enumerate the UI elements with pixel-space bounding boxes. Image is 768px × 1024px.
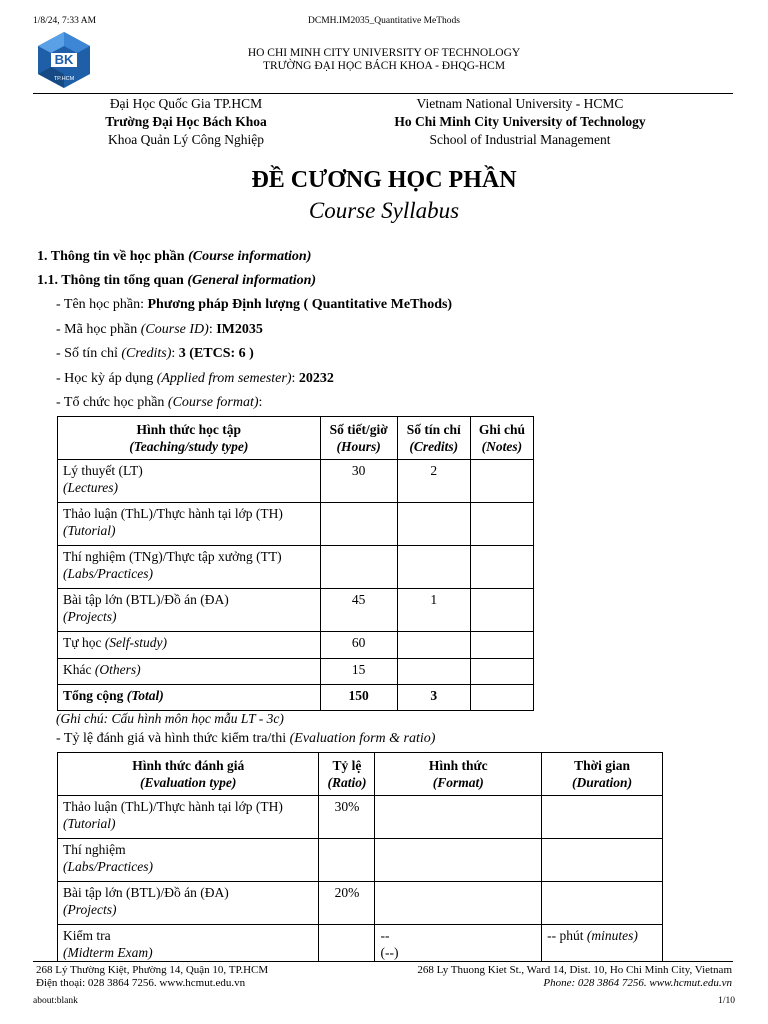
org-left-line1: Đại Học Quốc Gia TP.HCM [109, 96, 263, 111]
duration-cell [542, 796, 663, 839]
table-note: (Ghi chú: Cấu hình môn học mẫu LT - 3c) [56, 711, 284, 726]
footer-address-en: 268 Ly Thuong Kiet St., Ward 14, Dist. 10, Ho Chi Minh City, Vietnam [417, 964, 732, 976]
field-label-en: (Credits) [121, 346, 172, 361]
field-label: - Số tín chỉ [56, 346, 122, 361]
field-course-name [56, 296, 452, 314]
eval-intro-label: - Tỷ lệ đánh giá và hình thức kiểm tra/thi [56, 731, 290, 746]
table-row [58, 839, 663, 882]
column-header: Hình thức đánh giá (Evaluation type) [58, 753, 319, 796]
hours-cell: 45 [320, 589, 397, 632]
hours-cell: 15 [320, 659, 397, 685]
logo-subtext: TP.HCM [53, 76, 75, 82]
row-label: Thí nghiệm (Labs/Practices) [58, 839, 319, 882]
credits-cell: 1 [397, 589, 470, 632]
notes-cell [470, 546, 533, 589]
section-1-en: (Course information) [188, 249, 312, 264]
notes-cell [470, 503, 533, 546]
table-row [58, 503, 534, 546]
ratio-cell [319, 839, 375, 882]
format-cell [375, 796, 542, 839]
section-1-1-heading [37, 272, 316, 290]
table-row [58, 632, 534, 659]
table-row [58, 546, 534, 589]
credits-cell [397, 546, 470, 589]
org-right-line2: Ho Chi Minh City University of Technology [394, 114, 646, 129]
table-total-row [58, 685, 534, 711]
row-label: Bài tập lớn (BTL)/Đồ án (ĐA) (Projects) [58, 589, 321, 632]
section-1-heading [37, 248, 311, 266]
org-right-line3: School of Industrial Management [429, 132, 611, 147]
format-cell [375, 882, 542, 925]
field-value: Phương pháp Định lượng ( Quantitative MeThods) [147, 297, 453, 312]
row-label: Thảo luận (ThL)/Thực hành tại lớp (TH) (Tutorial) [58, 503, 321, 546]
column-header: Hình thức (Format) [375, 753, 542, 796]
hours-cell: 60 [320, 632, 397, 659]
footer-phone-en: Phone: 028 3864 7256. www.hcmut.edu.vn [543, 977, 732, 989]
university-name-vi: TRƯỜNG ĐẠI HỌC BÁCH KHOA - ĐHQG-HCM [262, 60, 506, 72]
field-label-en: (Course ID) [140, 322, 209, 337]
column-header: Thời gian (Duration) [542, 753, 663, 796]
row-label: Tổng cộng (Total) [58, 685, 321, 711]
section-1-1-en: (General information) [187, 273, 317, 288]
row-label: Bài tập lớn (BTL)/Đồ án (ĐA) (Projects) [58, 882, 319, 925]
header-divider [33, 93, 733, 94]
print-doc-title: DCMH.IM2035_Quantitative MeThods [308, 16, 460, 26]
format-cell: -- (--) [375, 925, 542, 965]
credits-cell: 2 [397, 460, 470, 503]
field-semester [56, 370, 334, 388]
notes-cell [470, 632, 533, 659]
eval-intro-en: (Evaluation form & ratio) [289, 731, 436, 746]
footer-phone-vi: Điện thoại: 028 3864 7256. www.hcmut.edu.vn [36, 977, 246, 989]
notes-cell [470, 659, 533, 685]
footer-address-vi: 268 Lý Thường Kiệt, Phường 14, Quận 10, TP.HCM [36, 964, 269, 976]
field-label: - Tổ chức học phần [56, 395, 168, 410]
column-header: Hình thức học tập (Teaching/study type) [58, 417, 321, 460]
notes-cell [470, 589, 533, 632]
hours-cell [320, 546, 397, 589]
ratio-cell [319, 925, 375, 965]
column-header: Số tín chỉ (Credits) [397, 417, 470, 460]
notes-cell [470, 685, 533, 711]
table-row [58, 925, 663, 965]
ratio-cell: 20% [319, 882, 375, 925]
column-header: Tỷ lệ (Ratio) [319, 753, 375, 796]
duration-cell: -- phút (minutes) [542, 925, 663, 965]
field-label: - Tên học phần: [56, 297, 148, 312]
print-page-number: 1/10 [718, 996, 735, 1006]
page-subtitle: Course Syllabus [308, 198, 460, 223]
footer-divider [33, 961, 733, 962]
table-row [58, 460, 534, 503]
field-label-en: (Applied from semester) [156, 371, 292, 386]
org-right-line1: Vietnam National University - HCMC [416, 96, 624, 111]
credits-cell [397, 659, 470, 685]
eval-intro [56, 730, 435, 748]
credits-cell: 3 [397, 685, 470, 711]
field-label-en: (Course format) [167, 395, 259, 410]
field-sep: : [291, 371, 299, 386]
org-left-line3: Khoa Quản Lý Công Nghiệp [108, 132, 264, 147]
duration-cell [542, 882, 663, 925]
print-url: about:blank [33, 996, 78, 1006]
column-header: Ghi chú (Notes) [470, 417, 533, 460]
section-1-1-label: 1.1. Thông tin tổng quan [37, 273, 188, 288]
field-credits [56, 345, 254, 363]
logo-text: BK [54, 52, 74, 67]
table-header-row [58, 417, 534, 460]
field-course-format [56, 394, 262, 412]
table-header-row [58, 753, 663, 796]
university-name-en: HO CHI MINH CITY UNIVERSITY OF TECHNOLOGY [247, 47, 521, 59]
row-label: Khác (Others) [58, 659, 321, 685]
hours-cell: 30 [320, 460, 397, 503]
table-row [58, 796, 663, 839]
field-label: - Mã học phần [56, 322, 141, 337]
section-1-label: 1. Thông tin về học phần [37, 249, 189, 264]
credits-cell [397, 632, 470, 659]
course-format-table [57, 416, 534, 711]
page-title: ĐỀ CƯƠNG HỌC PHẦN [251, 167, 517, 193]
evaluation-table [57, 752, 663, 965]
org-left [36, 95, 336, 149]
row-label: Lý thuyết (LT) (Lectures) [58, 460, 321, 503]
format-cell [375, 839, 542, 882]
hours-cell: 150 [320, 685, 397, 711]
table-row [58, 882, 663, 925]
row-label: Kiểm tra (Midterm Exam) [58, 925, 319, 965]
org-left-line2: Trường Đại Học Bách Khoa [105, 114, 267, 129]
field-value: IM2035 [216, 322, 263, 337]
hours-cell [320, 503, 397, 546]
org-right [360, 95, 680, 149]
row-label: Thảo luận (ThL)/Thực hành tại lớp (TH) (Tutorial) [58, 796, 319, 839]
field-value: 3 (ETCS: 6 ) [178, 346, 254, 361]
notes-cell [470, 460, 533, 503]
credits-cell [397, 503, 470, 546]
duration-cell [542, 839, 663, 882]
print-datetime: 1/8/24, 7:33 AM [33, 16, 97, 26]
field-course-id [56, 321, 263, 339]
field-sep: : [208, 322, 217, 337]
column-header: Số tiết/giờ (Hours) [320, 417, 397, 460]
table-row [58, 659, 534, 685]
ratio-cell: 30% [319, 796, 375, 839]
field-sep: : [171, 346, 179, 361]
field-label: - Học kỳ áp dụng [56, 371, 157, 386]
row-label: Thí nghiệm (TNg)/Thực tập xưởng (TT) (Labs/Practices) [58, 546, 321, 589]
row-label: Tự học (Self-study) [58, 632, 321, 659]
field-sep: : [258, 395, 263, 410]
field-value: 20232 [298, 371, 334, 386]
table-row [58, 589, 534, 632]
